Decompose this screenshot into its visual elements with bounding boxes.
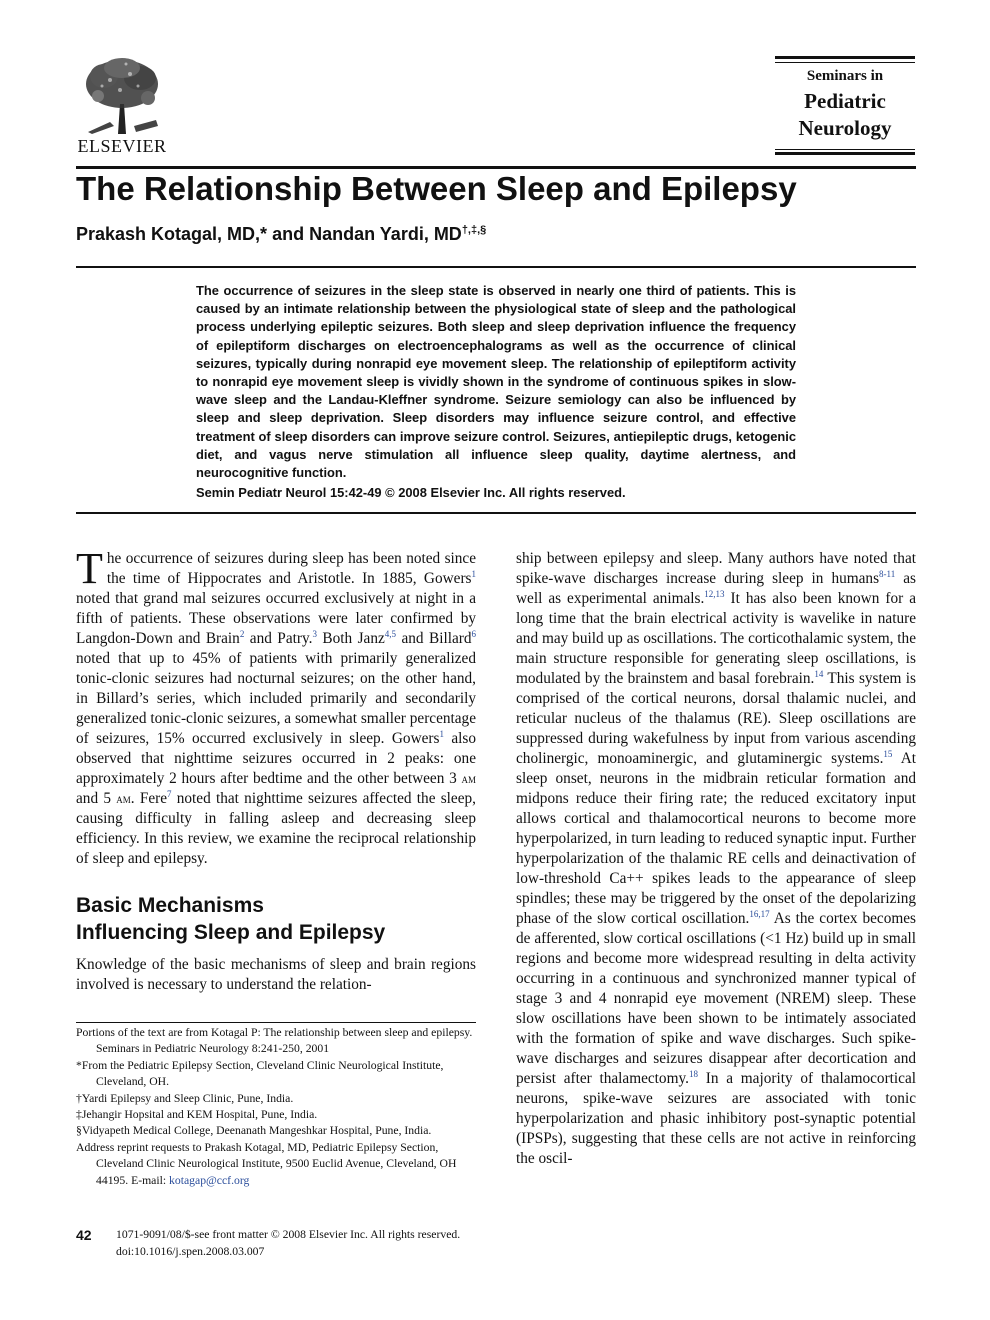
- reference-link[interactable]: 2: [239, 628, 245, 639]
- section-heading-line: Influencing Sleep and Epilepsy: [76, 921, 386, 944]
- body-text: noted that up to 45% of patients with primarily generalized tonic-clonic seizures had nocturnal seizures; on the other hand, in Billard’s series, which included primarily and secondarily generalized tonic-clonic seizures, a somewhat smaller percentage of seizures, 15% occurred exclusively in sleep. Gowers: [76, 650, 476, 747]
- issn-line: 1071-9091/08/$-see front matter © 2008 Elsevier Inc. All rights reserved.: [116, 1228, 461, 1241]
- time-unit: am: [116, 791, 131, 806]
- journal-prefix: Seminars in: [806, 68, 884, 84]
- elsevier-tree-icon: [80, 56, 164, 134]
- publisher-name: ELSEVIER: [77, 136, 167, 156]
- body-text: As the cortex becomes de afferented, slow cortical oscillations (<1 Hz) build up in small regions and become more widespread resulting in delta activity occurring in a continuous and synchronized manner typical of stage 3 and 4 nonrapid eye movement (NREM) sleep. These slow oscillations have been shown to be intimately associated with the formation of spike and wave discharges. Such spike-wave discharges and seizures disappear after decortication and persist after thalamectomy.: [516, 910, 916, 1087]
- time-unit: am: [461, 771, 476, 786]
- doi-line: doi:10.1016/j.spen.2008.03.007: [116, 1244, 265, 1258]
- publication-info: [116, 1227, 616, 1260]
- body-text: This system is comprised of the cortical neurons, dorsal thalamic nuclei, and reticular nucleus of the thalamus (RE). Sleep oscillations are suppressed during wakefulness by input from various ascending cholinergic, monoaminergic, and glutaminergic systems.: [516, 670, 916, 767]
- abstract-text: The occurrence of seizures in the sleep state is observed in nearly one third of patients. This is caused by an intimate relationship between the physiological state of sleep and the pathological process underlying epileptic seizures. Both sleep and sleep deprivation influence the frequency of epileptiform discharges on electroencephalograms as well as the occurrence of clinical seizures, typically during nonrapid eye movement sleep. The relationship of epileptiform activity to nonrapid eye movement sleep is vividly shown in the syndrome of continuous spikes in slow-wave sleep and the Landau-Kleffner syndrome. Seizure semiology can also be influenced by sleep and sleep deprivation. Sleep disorders may influence seizure control, and effective treatment of sleep disorders can improve seizure control. Seizures, antiepileptic drugs, ketogenic diet, and vagus nerve stimulation all influence sleep quality, daytime alertness, and neurocognitive function.: [196, 283, 796, 481]
- drop-cap: T: [76, 544, 103, 593]
- affiliation-marks: †,‡,§: [461, 224, 487, 236]
- email-link[interactable]: kotagap@ccf.org: [169, 1173, 250, 1187]
- body-text: . Fere: [130, 790, 168, 807]
- journal-masthead: [775, 56, 915, 156]
- page-number: 42: [76, 1227, 92, 1243]
- reference-link[interactable]: 12,13: [704, 588, 725, 599]
- journal-name-line2: Neurology: [798, 116, 892, 140]
- reference-link[interactable]: 1: [439, 728, 444, 739]
- body-text: noted that grand mal seizures occurred exclusively at night in a fifth of patients. These observations were later confirmed by Langdon-Down and Brain: [76, 590, 476, 647]
- body-text: and Billard: [396, 630, 472, 647]
- footnote-address: [76, 1140, 476, 1189]
- reference-link[interactable]: 18: [688, 1068, 698, 1079]
- reference-link[interactable]: 15: [883, 748, 893, 759]
- footnote: §Vidyapeth Medical College, Deenanath Mangeshkar Hospital, Pune, India.: [76, 1124, 432, 1138]
- reference-link[interactable]: 6: [471, 628, 476, 639]
- author-conjunction: and: [272, 224, 305, 244]
- reference-link[interactable]: 14: [814, 668, 824, 679]
- reference-link[interactable]: 4,5: [384, 628, 397, 639]
- footnote-divider: [76, 1022, 476, 1023]
- body-text: also observed that nighttime seizures occurred in 2 peaks: one approximately 2 hours after bedtime and the other between 3: [76, 730, 476, 787]
- section-paragraph: Knowledge of the basic mechanisms of sleep and brain regions involved is necessary to understand the relation-: [76, 956, 476, 993]
- abstract-divider-top: [76, 266, 916, 268]
- footnote: *From the Pediatric Epilepsy Section, Cleveland Clinic Neurological Institute, Cleveland, OH.: [76, 1058, 444, 1089]
- body-text: At sleep onset, neurons in the midbrain reticular formation and midpons reduce their firing rate; the reduced excitatory input allows cortical and thalamocortical neurons to become more hyperpolarized, in turn leading to reduced synaptic input. Further hyperpolarization of the thalamic RE cells and deinactivation of low-threshold Ca++ spikes leads to the appearance of sleep spindles; these may be triggered by the onset of the depolarizing phase of the slow cortical oscillation.: [516, 750, 916, 927]
- section-heading-line: Basic Mechanisms: [76, 894, 264, 917]
- abstract-divider-bottom: [76, 512, 916, 514]
- journal-name-line1: Pediatric: [804, 89, 886, 113]
- author-name: Prakash Kotagal, MD,*: [76, 224, 268, 244]
- body-text: noted that nighttime seizures affected the sleep, causing difficulty in falling asleep and decreasing sleep efficiency. In this review, we examine the reciprocal relationship of sleep and epilepsy.: [76, 790, 476, 867]
- reference-link[interactable]: 7: [167, 788, 172, 799]
- footnotes: [76, 1025, 476, 1189]
- intro-paragraph: [76, 544, 476, 869]
- title-divider: [76, 166, 916, 169]
- footnote: Portions of the text are from Kotagal P: The relationship between sleep and epilepsy. Seminars in Pediatric Neurology 8:241-250, 2001: [76, 1026, 473, 1056]
- elsevier-logo: [76, 56, 168, 156]
- abstract-citation: Semin Pediatr Neurol 15:42-49 © 2008 Elsevier Inc. All rights reserved.: [196, 485, 626, 500]
- masthead-rule: [775, 152, 915, 155]
- author-name: Nandan Yardi, MD: [309, 224, 462, 244]
- body-text: ship between epilepsy and sleep. Many authors have noted that spike-wave discharges increase during sleep in humans: [516, 550, 916, 587]
- body-text: and Patry.: [244, 630, 313, 647]
- body-text: Both Janz: [316, 630, 385, 647]
- footnote: †Yardi Epilepsy and Sleep Clinic, Pune, India.: [76, 1091, 294, 1105]
- body-paragraph: [516, 549, 916, 1169]
- body-text: In a majority of thalamocortical neurons, spike-wave seizures are associated with tonic hyperpolarization and phasic inhibitory post-synaptic potential (IPSPs), suggesting that these cells are not active in reinforcing the oscil-: [516, 1070, 917, 1167]
- body-column-left: [76, 544, 476, 869]
- body-text: as well as experimental animals.: [516, 570, 916, 607]
- footnote: ‡Jehangir Hopsital and KEM Hospital, Pune, India.: [76, 1108, 318, 1122]
- masthead-rule: [775, 149, 915, 150]
- masthead-rule: [775, 62, 915, 63]
- reference-link[interactable]: 3: [312, 628, 317, 639]
- reference-link[interactable]: 16,17: [749, 908, 770, 919]
- reference-link[interactable]: 8-11: [879, 568, 896, 579]
- body-text: and 5: [76, 790, 117, 807]
- footnote-text: Address reprint requests to Prakash Kotagal, MD, Pediatric Epilepsy Section, Cleveland Clinic Neurological Institute, 9500 Euclid Avenue, Cleveland, OH 44195. E-mail:: [76, 1140, 457, 1187]
- author-list: [76, 224, 916, 245]
- body-text: It has also been known for a long time that the brain electrical activity is wavelike in nature and may build up as oscillations. The corticothalamic system, the main structure responsible for generating sleep oscillations, is modulated by the brainstem and basal forebrain.: [516, 590, 916, 687]
- body-column-right: [516, 549, 916, 1169]
- reference-link[interactable]: 1: [471, 568, 476, 579]
- masthead-rule: [775, 56, 915, 59]
- article-title: The Relationship Between Sleep and Epilepsy: [76, 170, 797, 207]
- body-text: he occurrence of seizures during sleep has been noted since the time of Hippocrates and Aristotle. In 1885, Gowers: [106, 550, 476, 587]
- section-heading: [76, 892, 476, 946]
